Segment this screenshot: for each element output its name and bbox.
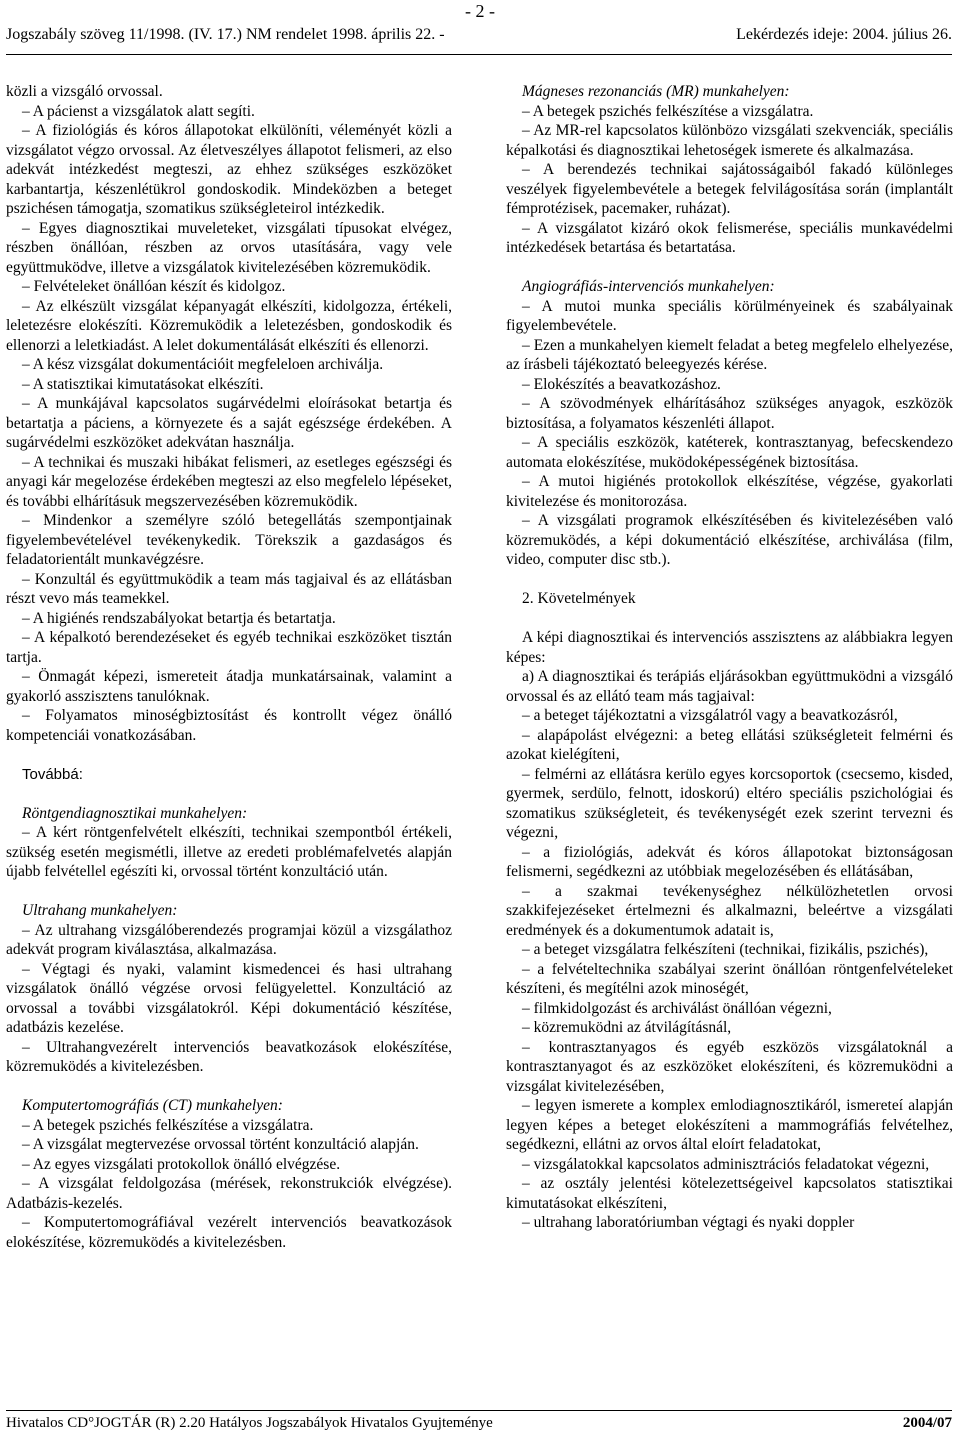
header-divider <box>6 54 952 55</box>
list-item: – A fiziológiás és kóros állapotokat elkülöníti, véleményét közli a vizsgálatot végzo orvossal. Az életveszélyes állapotot felismeri, az elso adekvát intézkedést megteszi, az ehhez szükséges eszközöket karbantartja, készenlétükrol gondoskodik. Mindeközben a beteget pszichésen támogatja, szomatikus szükségleteirol intézkedik. <box>6 122 452 217</box>
section-heading-ultrahang: Ultrahang munkahelyen: <box>22 902 178 919</box>
right-column <box>506 82 953 1233</box>
page-footer <box>6 1413 952 1433</box>
list-item: – Egyes diagnosztikai muveleteket, vizsgálati típusokat elvégez, részben önállóan, részben az orvos utasítására, vagy vele együttmuködve, illetve a vizsgálatok kivitelezésében közremuködik. <box>6 219 452 276</box>
list-item: – felmérni az ellátásra kerülo egyes korcsoportok (csecsemo, kisded, gyermek, serdülo, felnott, idoskorú) eltéro speciális pszichológiai és szomatikus szükségleteit, és tevékenységét ezek szerint tervezni és végezni, <box>506 765 953 841</box>
section-heading-ct: Komputertomográfiás (CT) munkahelyen: <box>22 1097 283 1114</box>
section-heading-rontgen: Röntgendiagnosztikai munkahelyen: <box>22 804 248 822</box>
list-item: – a felvételtechnika szabályai szerint önállóan röntgenfelvételeket készíteni, és megítélni azok minoségét, <box>506 960 953 997</box>
list-item: – az osztály jelentési kötelezettségeivel kapcsolatos statisztikai kimutatásokat elkészíteni, <box>506 1175 953 1212</box>
section-heading-kovetelmenyek: 2. Követelmények <box>522 590 636 607</box>
header-query-date: Lekérdezés ideje: 2004. július 26. <box>736 26 952 43</box>
paragraph: A képi diagnosztikai és intervenciós asszisztens az alábbiakra legyen képes: <box>506 629 953 666</box>
page-header <box>6 24 952 46</box>
header-document-info: Jogszabály szöveg 11/1998. (IV. 17.) NM rendelet 1998. április 22. - <box>6 26 445 43</box>
list-item: – A mutoi higiénés protokollok elkészítése, végzése, gyakorlati kivitelezése és monitorozása. <box>506 473 953 510</box>
list-item: – ultrahang laboratóriumban végtagi és nyaki doppler <box>522 1214 855 1231</box>
footer-publisher: Hivatalos CD°JOGTÁR (R) 2.20 Hatályos Jogszabályok Hivatalos Gyujteménye <box>6 1415 493 1431</box>
list-item: – alapápolást elvégezni: a beteg ellátási szükségleteit felmérni és azokat kielégíteni, <box>506 726 953 763</box>
list-item: – A higiénés rendszabályokat betartja és betartatja. <box>22 609 336 627</box>
footer-edition: 2004/07 <box>902 1415 952 1431</box>
list-item: – kontrasztanyagos és egyéb eszközös vizsgálatoknál a kontrasztanyagot és az eszközöket elokészíteni, és közremuködni a vizsgálat kivitelezésében, <box>506 1038 953 1095</box>
list-item: – A vizsgálat feldolgozása (mérések, rekonstrukciók elvégzése). Adatbázis-kezelés. <box>6 1175 452 1212</box>
list-item: – Önmagát képezi, ismereteit átadja munkatársainak, valamint a gyakorló asszisztens tanulóknak. <box>6 668 452 705</box>
list-item: – A speciális eszközök, katéterek, kontrasztanyag, befecskendezo automata elokészítése, muködoképességének biztosítása. <box>506 434 953 471</box>
list-item: – vizsgálatokkal kapcsolatos adminisztrációs feladatokat végezni, <box>522 1155 930 1173</box>
list-item: – Konzultál és együttmuködik a team más tagjaival és az ellátásban részt vevo más teamekkel. <box>6 570 452 607</box>
list-item: – Folyamatos minoségbiztosítást és kontrollt végez önálló kompetenciái vonatkozásában. <box>6 707 452 744</box>
list-item: – legyen ismerete a komplex emlodiagnosztikáról, ismereteí alapján legyen képes a beteget elokészíteni a mammográfiás felvételhez, segédkezni, ellátni az orvos által eloírt feladatokat, <box>506 1097 953 1153</box>
list-item: – A mutoi munka speciális körülményeinek és szabályainak figyelembevétele. <box>506 297 953 334</box>
list-item: – A szövodmények elhárításához szükséges anyagok, eszközök biztosítása, a folyamatos készenléti állapot. <box>506 395 953 432</box>
footer-divider <box>6 1410 952 1411</box>
list-item: – A munkájával kapcsolatos sugárvédelmi eloírásokat betartja és betartatja a páciens, a környezete és a saját egészsége érdekében. A sugárvédelmi eszközöket adekvátan használja. <box>6 395 452 451</box>
list-item: – A kért röntgenfelvételt elkészíti, technikai szempontból értékeli, szükség esetén megismétli, illetve az eredeti problémafelvetés alapján újabb felvétellel egészíti ki, orvossal történt konzultáció után. <box>6 824 452 880</box>
list-item: – A technikai és muszaki hibákat felismeri, az esetleges egészségi és anyagi kár megelozése érdekében megteszi az elso megfelelo lépéseket, és további elhárításuk megszervezésében közremuködik. <box>6 453 452 510</box>
list-item: – Komputertomográfiával vezérelt intervenciós beavatkozások elokészítése, közremuködés a kivitelezésben. <box>6 1214 452 1251</box>
list-item: – A kész vizsgálat dokumentációit megfeleloen archiválja. <box>22 356 384 373</box>
list-item: – filmkidolgozást és archiválást önállóan végezni, <box>522 999 832 1017</box>
list-item: – A pácienst a vizsgálatok alatt segíti. <box>22 102 255 120</box>
list-item: – Ultrahangvezérelt intervenciós beavatkozások elokészítése, közremuködés a kivitelezésben. <box>6 1038 452 1075</box>
list-item: – a beteget tájékoztatni a vizsgálatról vagy a beavatkozásról, <box>522 707 898 724</box>
list-item: – A vizsgálati programok elkészítésében és kivitelezésében való közremuködés, a képi dokumentáció elkészítése, archiválása (film, video, computer disc stb.). <box>506 512 953 568</box>
list-item: – Ezen a munkahelyen kiemelt feladat a beteg megfelelo elhelyezése, az írásbeli tájékoztató beleegyezés kérése. <box>506 336 953 373</box>
list-item: – A vizsgálatot kizáró okok felismerése, speciális munkavédelmi intézkedések betartása és betartatása. <box>506 219 953 256</box>
list-item: – A vizsgálat megtervezése orvossal történt konzultáció alapján. <box>22 1136 419 1153</box>
list-item: – Mindenkor a személyre szóló betegellátás szempontjainak figyelembevételével tevékenykedik. Törekszik a gazdaságos és feladatorientált munkavégzésre. <box>6 512 452 568</box>
list-item: – Az ultrahang vizsgálóberendezés programjai közül a vizsgálathoz adekvát program kiválasztása, alkalmazása. <box>6 921 452 958</box>
section-heading-mr: Mágneses rezonanciás (MR) munkahelyen: <box>522 83 790 100</box>
list-item: – közremuködni az átvilágításnál, <box>522 1019 732 1036</box>
list-item: – Felvételeket önállóan készít és kidolgoz. <box>22 278 286 295</box>
list-item: – A berendezés technikai sajátosságaiból fakadó különleges veszélyek figyelembevétele a betegek felvilágosítása során (implantált fémprotézisek, pacemaker, ruházat). <box>506 161 953 217</box>
list-item: – Az elkészült vizsgálat képanyagát elkészíti, kidolgozza, értékeli, leletezésre elokészíti. Közremuködik a leletezésben, gondoskodik és ellenorzi a leletkiadást. A lelet dokumentálását elkészíti és ellenorzi. <box>6 297 452 354</box>
section-heading-angiografia: Angiográfiás-intervenciós munkahelyen: <box>522 278 775 295</box>
list-item: – a beteget vizsgálatra felkészíteni (technikai, fizikális, pszichés), <box>522 941 929 958</box>
section-label-tovabba: Továbbá: <box>22 765 83 783</box>
list-item: – A betegek pszichés felkészítése a vizsgálatra. <box>522 102 814 120</box>
paragraph: közli a vizsgáló orvossal. <box>6 83 163 100</box>
list-item: – Elokészítés a beavatkozáshoz. <box>522 375 721 393</box>
list-item: – a szakmai tevékenységhez nélkülözhetetlen orvosi szakkifejezéseket értelmezni és alkalmazni, beleértve a vizsgálati eredmények és a dokumentumok adatait is, <box>506 882 953 939</box>
list-item: – A képalkotó berendezéseket és egyéb technikai eszközöket tisztán tartja. <box>6 629 452 666</box>
list-item: – Végtagi és nyaki, valamint kismedencei és hasi ultrahang vizsgálatok önálló végzése orvosi felügyelettel. Konzultáció az orvossal a további vizsgálatokról. Képi dokumentáció készítése, adatbázis kezelése. <box>6 960 452 1036</box>
list-item: – a fiziológiás, adekvát és kóros állapotokat biztonságosan felismerni, segédkezni az utóbbiak megelozésében és ellátásában, <box>506 843 953 880</box>
list-item: – A betegek pszichés felkészítése a vizsgálatra. <box>22 1116 314 1134</box>
list-item: – Az MR-rel kapcsolatos különbözo vizsgálati szekvenciák, speciális képalkotási és diagnosztikai lehetoségek ismerete és alkalmazása. <box>506 122 953 159</box>
list-item: – Az egyes vizsgálati protokollok önálló elvégzése. <box>22 1155 341 1173</box>
left-column <box>6 82 452 1252</box>
paragraph: a) A diagnosztikai és terápiás eljárásokban együttmuködni a vizsgáló orvossal és az ellátó team más tagjaival: <box>506 668 953 705</box>
page-number: - 2 - <box>465 1 495 21</box>
list-item: – A statisztikai kimutatásokat elkészíti. <box>22 375 264 393</box>
